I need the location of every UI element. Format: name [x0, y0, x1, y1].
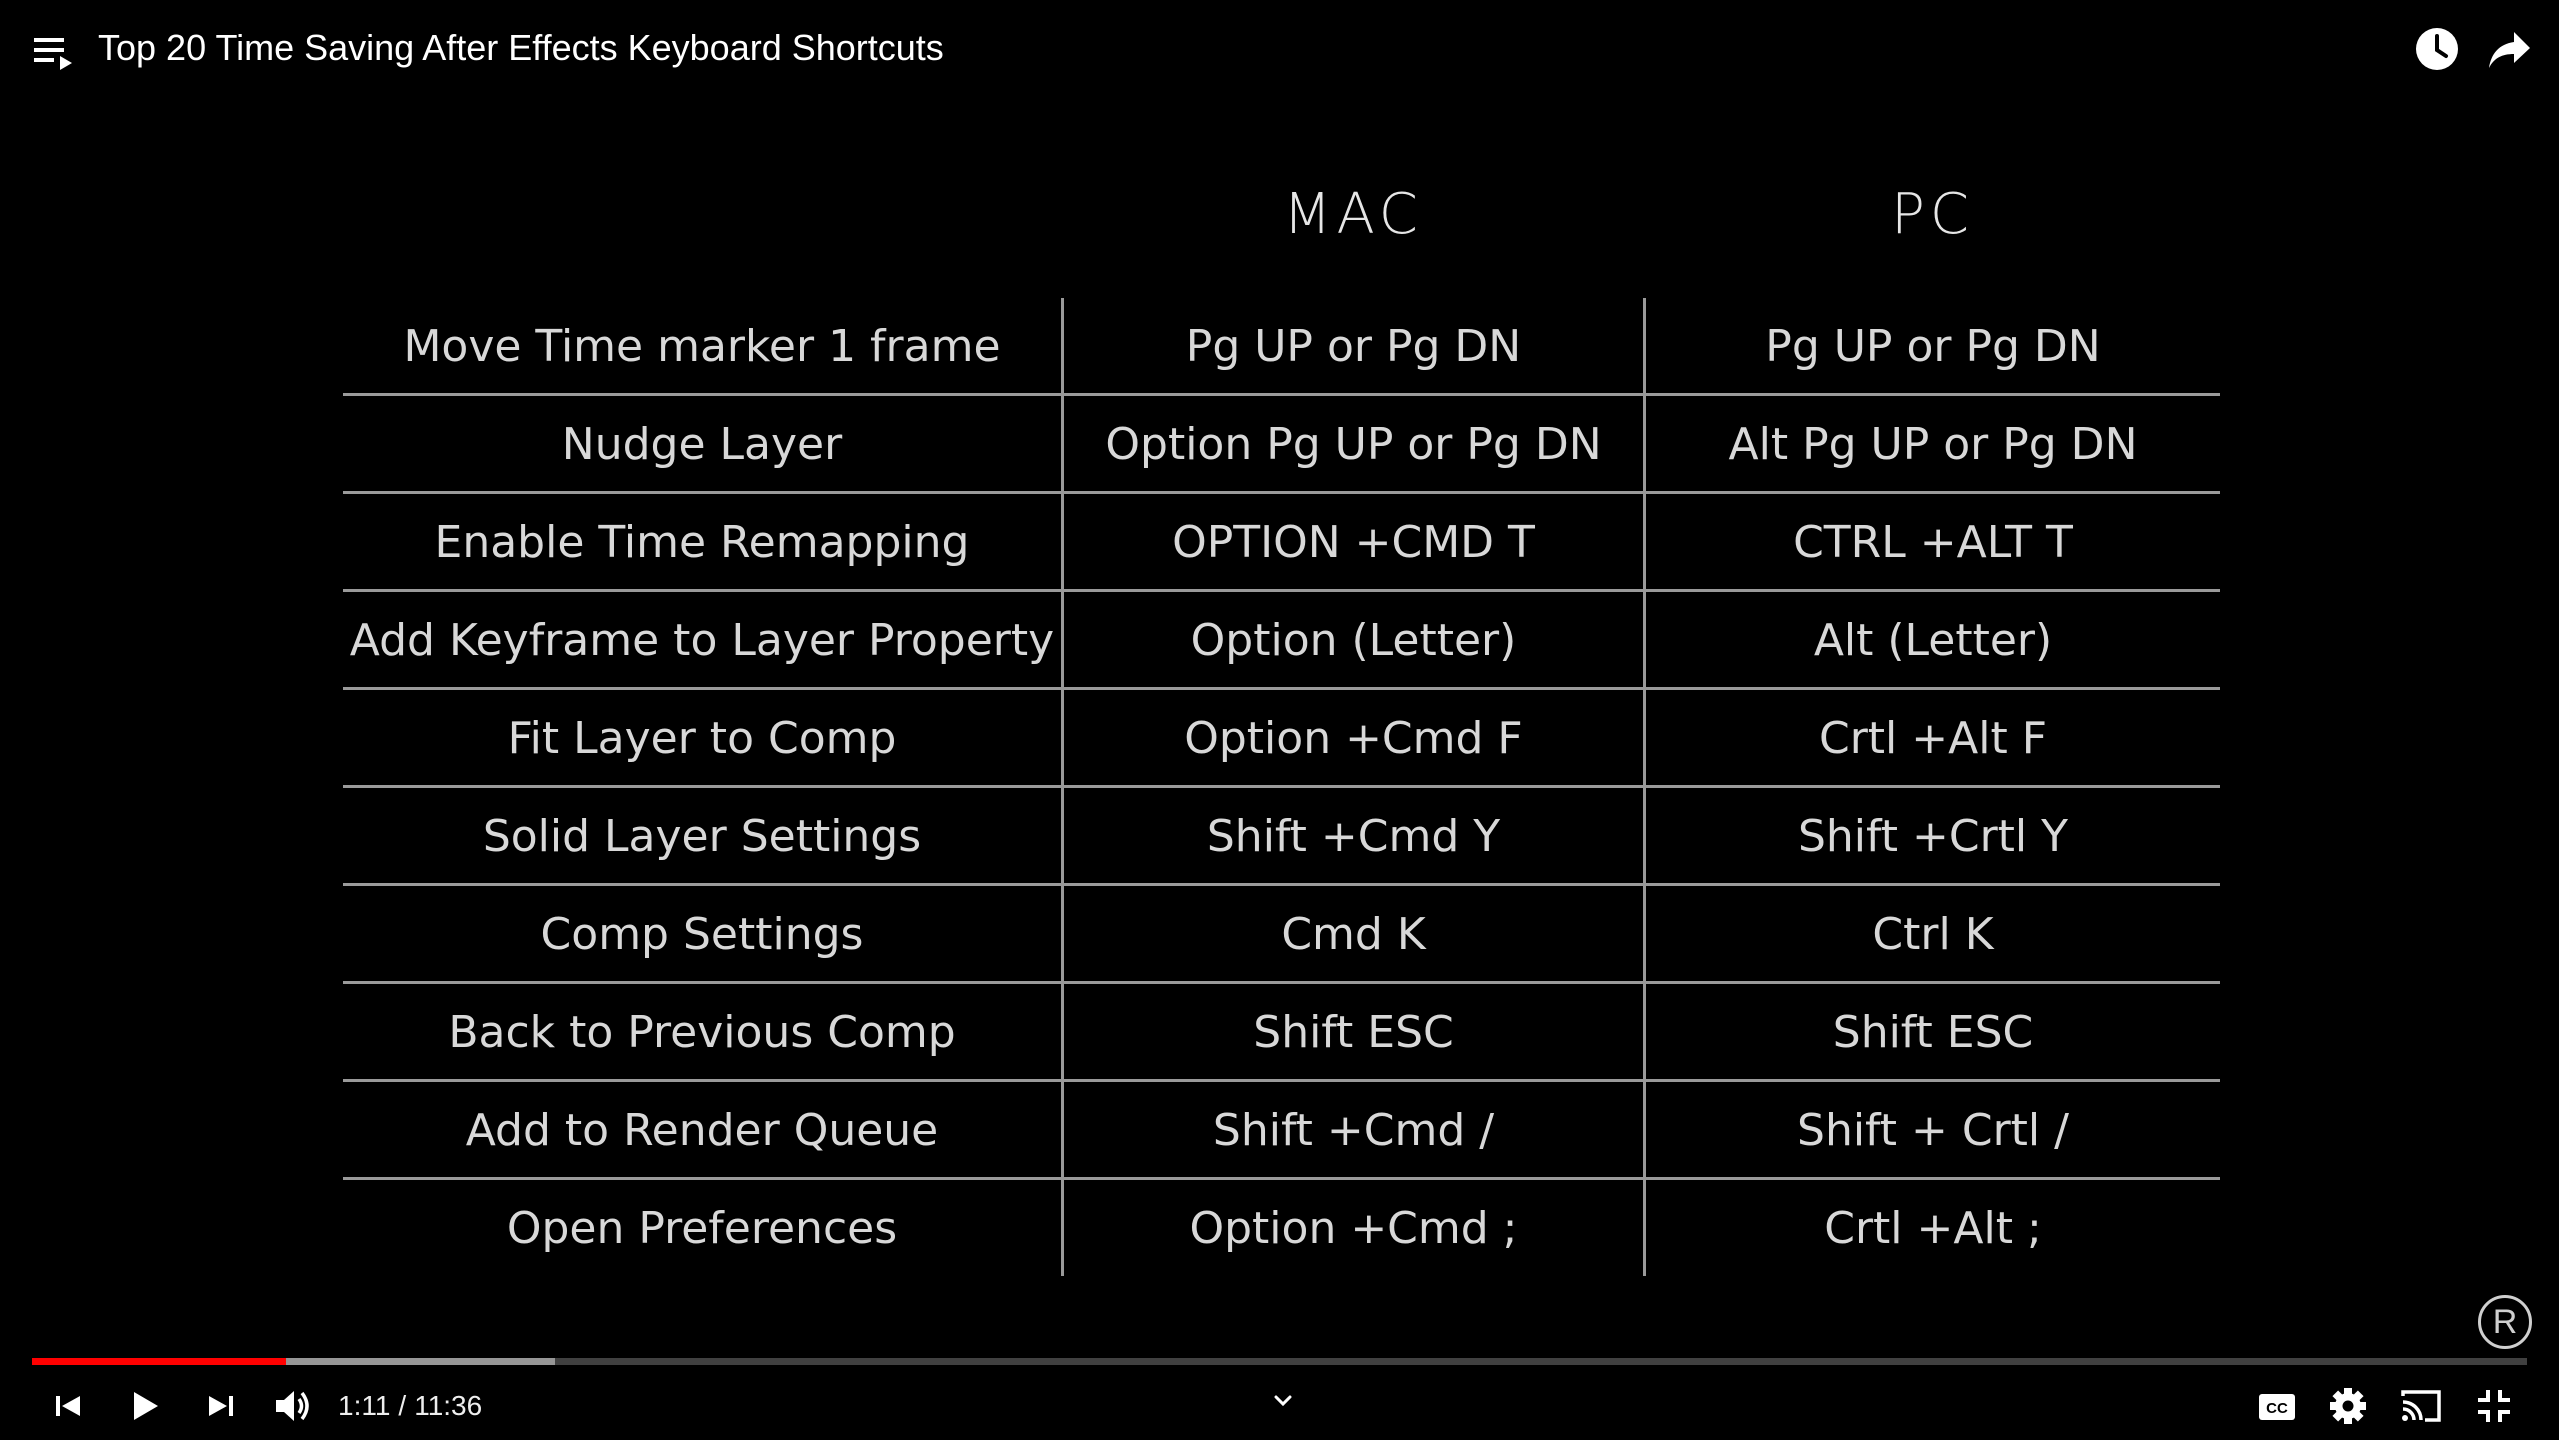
action-cell: Move Time marker 1 frame	[403, 321, 1001, 372]
table-row	[343, 396, 2220, 494]
chevron-down-icon[interactable]	[1268, 1386, 1298, 1416]
pc-shortcut-cell: Alt Pg UP or Pg DN	[1728, 419, 2138, 470]
mac-shortcut-cell: Shift ESC	[1253, 1007, 1454, 1058]
table-row	[343, 1180, 2220, 1278]
pc-shortcut-cell: CTRL +ALT T	[1793, 517, 2073, 568]
pc-shortcut-cell: Crtl +Alt ;	[1824, 1203, 2042, 1254]
action-cell: Open Preferences	[506, 1203, 898, 1254]
playlist-icon[interactable]	[34, 34, 76, 72]
action-cell: Add to Render Queue	[465, 1105, 939, 1156]
progress-bar[interactable]	[32, 1358, 2527, 1365]
duration: 11:36	[414, 1390, 483, 1421]
video-title[interactable]: Top 20 Time Saving After Effects Keyboard Shortcuts	[98, 27, 944, 68]
action-cell: Comp Settings	[540, 909, 864, 960]
previous-icon[interactable]	[44, 1382, 92, 1430]
pc-shortcut-cell: Ctrl K	[1872, 909, 1994, 960]
mac-shortcut-cell: OPTION +CMD T	[1172, 517, 1535, 568]
table-row	[343, 886, 2220, 984]
progress-played	[32, 1358, 286, 1365]
pc-column-header: PC	[1891, 182, 1974, 247]
action-cell: Enable Time Remapping	[434, 517, 970, 568]
table-header	[343, 170, 2220, 260]
next-icon[interactable]	[197, 1382, 245, 1430]
watch-later-icon[interactable]	[2415, 27, 2459, 71]
mac-shortcut-cell: Option +Cmd ;	[1189, 1203, 1518, 1254]
mac-shortcut-cell: Shift +Cmd Y	[1206, 811, 1501, 862]
mac-shortcut-cell: Option +Cmd F	[1184, 713, 1523, 764]
action-cell: Nudge Layer	[561, 419, 843, 470]
pc-shortcut-cell: Shift ESC	[1832, 1007, 2034, 1058]
action-cell: Add Keyframe to Layer Property	[349, 615, 1055, 666]
time-separator: /	[398, 1390, 407, 1421]
mac-column-header: MAC	[1283, 182, 1423, 247]
action-cell: Back to Previous Comp	[448, 1007, 956, 1058]
svg-text:CC: CC	[2266, 1400, 2288, 1417]
control-bar	[0, 1370, 2559, 1440]
pc-shortcut-cell: Crtl +Alt F	[1818, 713, 2047, 764]
share-icon[interactable]	[2488, 30, 2532, 70]
table-row	[343, 984, 2220, 1082]
captions-icon[interactable]	[2253, 1382, 2301, 1430]
table-row	[343, 788, 2220, 886]
mac-shortcut-cell: Pg UP or Pg DN	[1185, 321, 1522, 372]
time-display	[338, 1388, 482, 1424]
exit-fullscreen-icon[interactable]	[2470, 1382, 2518, 1430]
table-row	[343, 298, 2220, 396]
pc-shortcut-cell: Pg UP or Pg DN	[1765, 321, 2101, 372]
top-bar	[0, 0, 2559, 110]
mac-shortcut-cell: Cmd K	[1281, 909, 1426, 960]
table-row	[343, 690, 2220, 788]
action-cell: Fit Layer to Comp	[507, 713, 897, 764]
table-row	[343, 494, 2220, 592]
mac-shortcut-cell: Option Pg UP or Pg DN	[1105, 419, 1602, 470]
volume-icon[interactable]	[270, 1382, 318, 1430]
cast-icon[interactable]	[2397, 1382, 2445, 1430]
pc-shortcut-cell: Shift +Crtl Y	[1797, 811, 2068, 862]
current-time: 1:11	[338, 1390, 391, 1421]
mac-shortcut-cell: Shift +Cmd /	[1212, 1105, 1495, 1156]
table-row	[343, 1082, 2220, 1180]
settings-icon[interactable]	[2324, 1382, 2372, 1430]
mac-shortcut-cell: Option (Letter)	[1190, 615, 1517, 666]
action-cell: Solid Layer Settings	[482, 811, 922, 862]
table-body	[343, 298, 2220, 1276]
pc-shortcut-cell: Shift + Crtl /	[1797, 1105, 2069, 1156]
pc-shortcut-cell: Alt (Letter)	[1813, 615, 2053, 666]
table-row	[343, 592, 2220, 690]
play-icon[interactable]	[120, 1382, 168, 1430]
registered-watermark: R	[2478, 1295, 2532, 1349]
